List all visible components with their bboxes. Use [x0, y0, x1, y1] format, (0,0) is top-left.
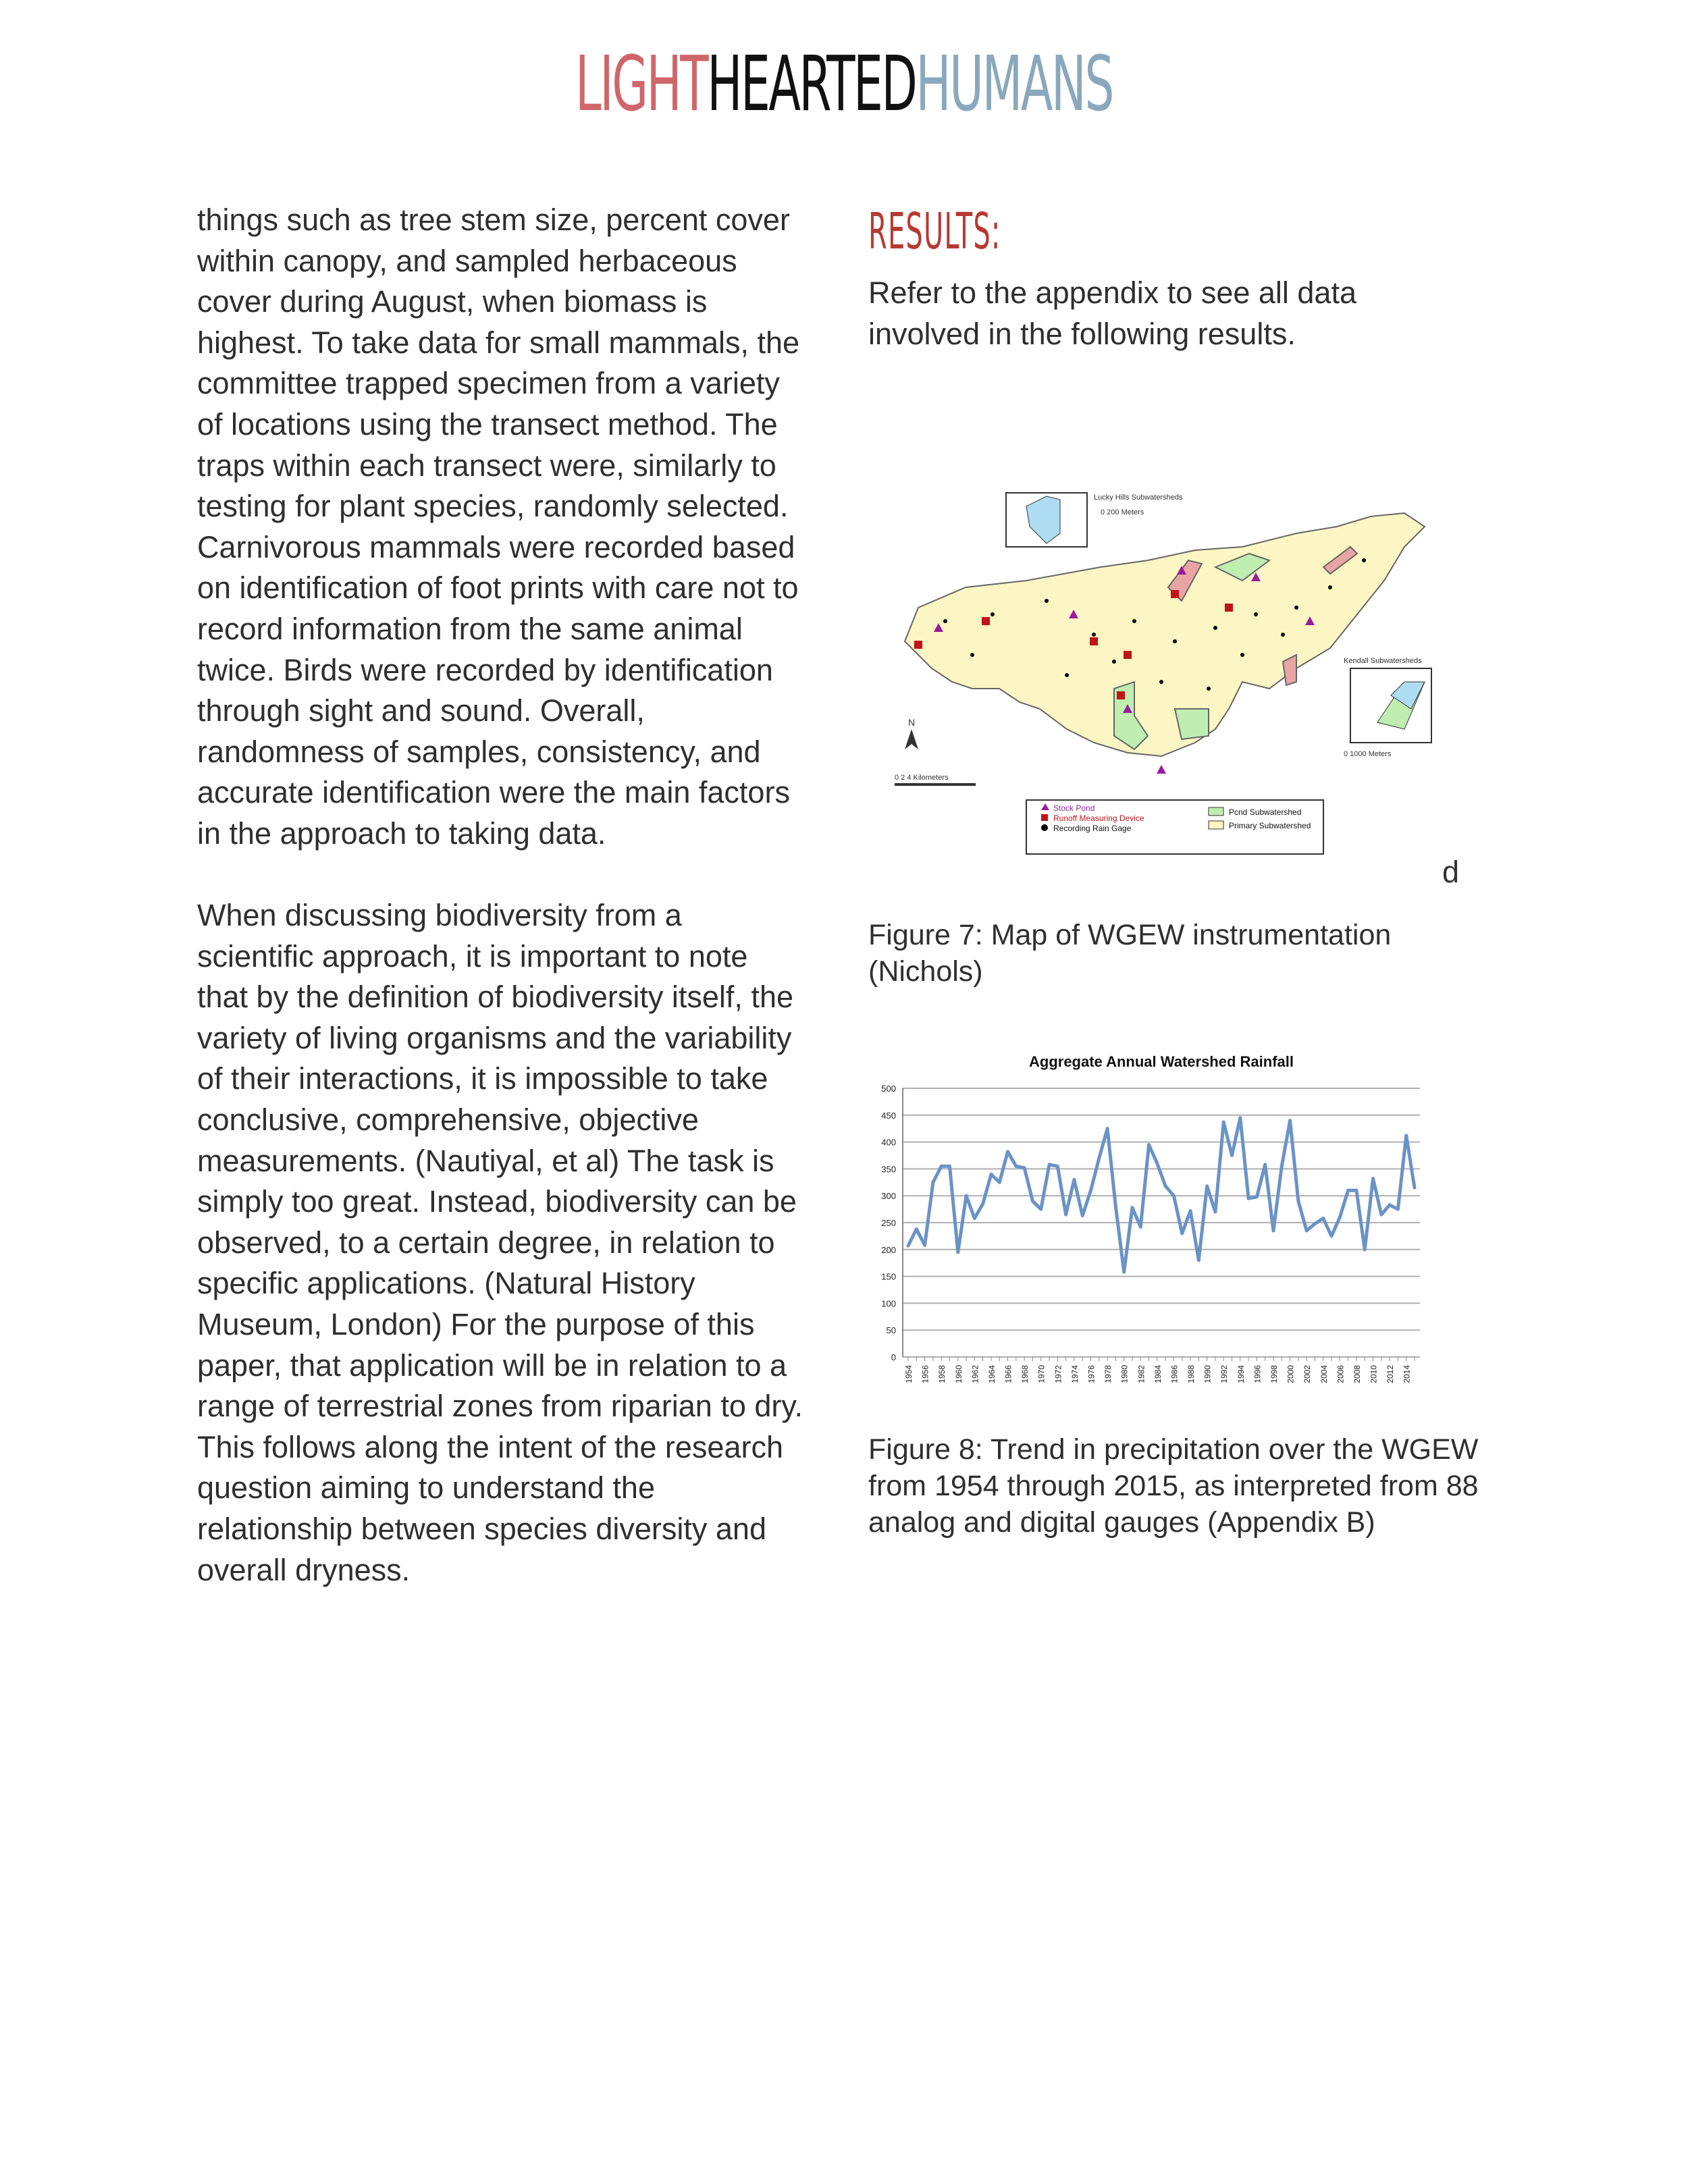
data-point [1031, 1200, 1034, 1203]
data-point [1097, 1156, 1101, 1160]
y-tick-label: 100 [881, 1298, 896, 1309]
rain-gage-marker [1240, 653, 1244, 657]
text-line: (Nichols) [868, 955, 983, 988]
data-point [1330, 1234, 1334, 1237]
main-scale: 0 2 4 Kilometers [895, 774, 949, 782]
x-tick-label: 1992 [1219, 1365, 1230, 1383]
figure7-caption [868, 917, 1391, 990]
rain-gage-marker [943, 619, 947, 623]
legend-rain-gage: Recording Rain Gage [1053, 824, 1132, 833]
text-line: record information from the same animal [197, 611, 743, 646]
data-point [1205, 1184, 1209, 1188]
rain-gage-marker [1294, 606, 1298, 610]
text-line: of their interactions, it is impossible to take [197, 1061, 768, 1096]
y-tick-label: 400 [881, 1137, 896, 1148]
text-line: highest. To take data for small mammals, the [197, 325, 800, 360]
x-tick-label: 1974 [1070, 1365, 1080, 1383]
text-line: scientific approach, it is important to note [197, 938, 748, 974]
data-point [1064, 1213, 1067, 1217]
biodiversity-paragraph [197, 895, 803, 1591]
text-line: relationship between species diversity and [197, 1511, 766, 1546]
text-line: conclusive, comprehensive, objective [197, 1102, 699, 1137]
text-line: of locations using the transect method. The [197, 406, 778, 442]
text-line: twice. Birds were recorded by identification [197, 652, 773, 687]
text-line: Figure 7: Map of WGEW instrumentation [868, 919, 1392, 951]
rain-gage-marker [1132, 619, 1136, 623]
data-point [1164, 1184, 1167, 1188]
data-point [931, 1181, 934, 1184]
rain-gage-marker [1328, 585, 1332, 589]
rain-gage-marker [1065, 673, 1069, 677]
rain-gage-marker [1207, 687, 1211, 691]
north-arrow-label: N [908, 717, 916, 728]
x-tick-label: 1962 [970, 1365, 980, 1383]
data-point [1238, 1116, 1242, 1119]
rain-gage-marker [970, 653, 974, 657]
data-point [1106, 1127, 1109, 1130]
y-tick-label: 150 [881, 1271, 896, 1282]
text-line: accurate identification were the main factors [197, 775, 790, 810]
data-point [1338, 1216, 1342, 1219]
legend-primary-sub: Primary Subwatershed [1229, 821, 1311, 830]
rain-gage-marker [1045, 599, 1049, 603]
data-point [948, 1165, 951, 1168]
rain-gage-marker [1173, 639, 1177, 643]
x-tick-label: 1984 [1153, 1365, 1163, 1383]
legend-pond-sub: Pcnd Subwatershed [1229, 807, 1302, 817]
x-tick-label: 1970 [1036, 1365, 1047, 1383]
data-point [1006, 1150, 1009, 1153]
text-line: This follows along the intent of the research [197, 1429, 783, 1464]
data-point [1147, 1143, 1151, 1146]
text-line: simply too great. Instead, biodiversity can be [197, 1184, 797, 1219]
x-tick-label: 1966 [1003, 1365, 1013, 1383]
data-point [1039, 1208, 1043, 1211]
data-point [973, 1217, 976, 1220]
x-tick-label: 2006 [1336, 1365, 1346, 1383]
data-point [915, 1227, 918, 1231]
methods-paragraph [197, 200, 799, 855]
x-tick-label: 1996 [1252, 1365, 1263, 1383]
runoff-marker [982, 617, 990, 625]
data-point [1130, 1206, 1134, 1209]
rain-gage-marker [1362, 558, 1366, 562]
text-line: randomness of samples, consistency, and [197, 734, 761, 769]
data-point [1247, 1197, 1250, 1200]
kendall-scale: 0 1000 Meters [1344, 750, 1392, 758]
data-point [1155, 1162, 1159, 1165]
rain-gage-marker [991, 612, 995, 616]
text-line: Museum, London) For the purpose of this [197, 1306, 755, 1341]
text-line: specific applications. (Natural History [197, 1266, 695, 1301]
stray-letter: d [1442, 855, 1460, 889]
y-tick-label: 450 [881, 1110, 896, 1121]
data-point [1288, 1119, 1292, 1122]
text-line: analog and digital gauges (Appendix B) [868, 1506, 1375, 1539]
x-tick-label: 1982 [1136, 1365, 1146, 1383]
x-tick-label: 2002 [1302, 1365, 1313, 1383]
data-point [1263, 1163, 1267, 1167]
data-point [1122, 1271, 1126, 1274]
text-line: in the approach to taking data. [197, 816, 606, 851]
text-line: range of terrestrial zones from riparian to dry. [197, 1389, 803, 1424]
figure8-caption [868, 1431, 1479, 1541]
text-line: on identification of foot prints with care not to [197, 570, 799, 606]
data-point [907, 1244, 910, 1248]
data-point [1296, 1200, 1300, 1203]
data-point [1396, 1208, 1400, 1211]
text-line: measurements. (Nautiyal, et al) The task is [197, 1143, 774, 1178]
data-point [1114, 1205, 1117, 1208]
x-tick-label: 1958 [937, 1365, 947, 1383]
wgew-map-figure [891, 486, 1445, 864]
rain-gage-marker [1112, 660, 1116, 664]
text-line: cover during August, when biomass is [197, 284, 708, 319]
x-tick-label: 2008 [1352, 1365, 1362, 1383]
y-tick-label: 0 [891, 1352, 896, 1362]
runoff-marker [1124, 651, 1132, 659]
data-point [1280, 1165, 1284, 1168]
data-point [1222, 1121, 1225, 1124]
x-tick-label: 1994 [1236, 1365, 1246, 1383]
data-point [1321, 1217, 1325, 1220]
text-line: from 1954 through 2015, as interpreted from 88 [868, 1470, 1479, 1502]
text-line: things such as tree stem size, percent cover [197, 203, 790, 237]
x-tick-label: 1986 [1169, 1365, 1180, 1383]
x-tick-label: 2012 [1386, 1365, 1396, 1383]
rain-gage-marker [1092, 633, 1096, 637]
text-line: variety of living organisms and the variability [197, 1020, 792, 1055]
rain-gage-marker [1254, 612, 1258, 616]
data-point [1313, 1222, 1317, 1225]
data-point [1271, 1229, 1275, 1232]
x-tick-label: 1998 [1269, 1365, 1279, 1383]
data-point [1213, 1210, 1217, 1214]
x-tick-label: 1988 [1186, 1365, 1196, 1383]
data-point [1056, 1165, 1059, 1168]
y-tick-label: 300 [881, 1191, 896, 1202]
data-point [1305, 1229, 1309, 1232]
pond-subwatershed [1175, 709, 1209, 739]
runoff-marker [1171, 590, 1179, 598]
kendall-title: Kendall Subwatersheds [1344, 657, 1422, 665]
x-tick-label: 2004 [1319, 1365, 1329, 1383]
x-tick-label: 1954 [904, 1365, 914, 1383]
data-point [1404, 1134, 1408, 1138]
text-line: involved in the following results. [868, 316, 1296, 351]
logo-light: LIGHT [575, 41, 708, 128]
data-point [1230, 1154, 1234, 1157]
runoff-marker [914, 641, 922, 649]
data-point [1379, 1213, 1383, 1217]
x-tick-label: 2010 [1369, 1365, 1379, 1383]
data-point [1388, 1203, 1392, 1206]
data-point [1197, 1258, 1201, 1262]
x-tick-label: 1968 [1020, 1365, 1030, 1383]
x-tick-label: 1964 [986, 1365, 997, 1383]
data-point [1072, 1178, 1076, 1181]
data-point [998, 1181, 1001, 1184]
data-point [1081, 1214, 1084, 1217]
x-tick-label: 1978 [1103, 1365, 1113, 1383]
text-line: traps within each transect were, similarly to [197, 448, 776, 483]
data-point [1354, 1189, 1358, 1192]
x-tick-label: 1956 [920, 1365, 930, 1383]
legend-runoff: Runoff Measuring Device [1053, 814, 1144, 823]
data-point [1255, 1195, 1259, 1198]
runoff-marker [1225, 604, 1233, 612]
text-line: Carnivorous mammals were recorded based [197, 529, 795, 564]
data-point [1023, 1166, 1026, 1169]
data-point [965, 1194, 968, 1198]
data-point [1363, 1248, 1367, 1251]
site-logo [321, 41, 1367, 128]
data-point [1014, 1165, 1018, 1168]
chart-title: Aggregate Annual Watershed Rainfall [1029, 1053, 1294, 1070]
logo-hearted: HEARTED [707, 41, 916, 128]
x-tick-label: 2000 [1286, 1365, 1296, 1383]
rain-gage-marker [1213, 626, 1217, 630]
results-intro [868, 273, 1356, 354]
text-line: overall dryness. [197, 1552, 411, 1587]
data-point [1189, 1209, 1192, 1213]
y-tick-label: 350 [881, 1164, 896, 1175]
data-point [1180, 1231, 1184, 1235]
runoff-marker [1090, 637, 1098, 645]
text-line: question aiming to understand the [197, 1470, 655, 1506]
text-line: that by the definition of biodiversity itself, the [197, 980, 793, 1015]
results-heading: RESULTS: [868, 203, 1001, 261]
x-tick-label: 2014 [1402, 1365, 1412, 1383]
data-point [981, 1202, 984, 1206]
legend-stock-pond: Stock Pond [1053, 803, 1095, 813]
data-point [1172, 1194, 1176, 1198]
x-tick-label: 1960 [953, 1365, 964, 1383]
text-line: within canopy, and sampled herbaceous [197, 243, 737, 278]
x-tick-label: 1976 [1086, 1365, 1097, 1383]
y-tick-label: 500 [881, 1084, 896, 1094]
data-point [1346, 1189, 1350, 1192]
data-point [940, 1165, 943, 1168]
text-line: observed, to a certain degree, in relation to [197, 1225, 775, 1260]
text-line: committee trapped specimen from a variety [197, 366, 780, 401]
runoff-marker [1117, 691, 1125, 699]
rain-gage-marker [1281, 633, 1285, 637]
y-tick-label: 50 [886, 1325, 896, 1336]
lucky-hills-title: Lucky Hills Subwatersheds [1094, 494, 1183, 502]
data-point [956, 1250, 959, 1254]
text-line: Refer to the appendix to see all data [868, 275, 1356, 310]
text-line: paper, that application will be in relation to a [197, 1348, 787, 1383]
data-point [1089, 1189, 1092, 1192]
text-line: through sight and sound. Overall, [197, 693, 645, 728]
rain-gage-marker [1159, 680, 1163, 684]
data-point [923, 1244, 926, 1247]
data-point [1139, 1225, 1142, 1229]
y-tick-label: 200 [881, 1244, 896, 1255]
y-tick-label: 250 [881, 1218, 896, 1228]
data-point [1371, 1177, 1375, 1180]
rainfall-chart [868, 1046, 1435, 1397]
x-tick-label: 1980 [1119, 1365, 1130, 1383]
text-line: testing for plant species, randomly selected. [197, 489, 789, 524]
lucky-hills-scale: 0 200 Meters [1101, 508, 1144, 516]
logo-humans: HUMANS [916, 41, 1113, 128]
text-line: Figure 8: Trend in precipitation over the WGEW [868, 1433, 1479, 1466]
text-line: When discussing biodiversity from a [197, 898, 682, 932]
data-point [989, 1173, 993, 1176]
data-point [1048, 1163, 1051, 1167]
x-tick-label: 1972 [1053, 1365, 1063, 1383]
data-point [1413, 1186, 1417, 1190]
x-tick-label: 1990 [1203, 1365, 1213, 1383]
